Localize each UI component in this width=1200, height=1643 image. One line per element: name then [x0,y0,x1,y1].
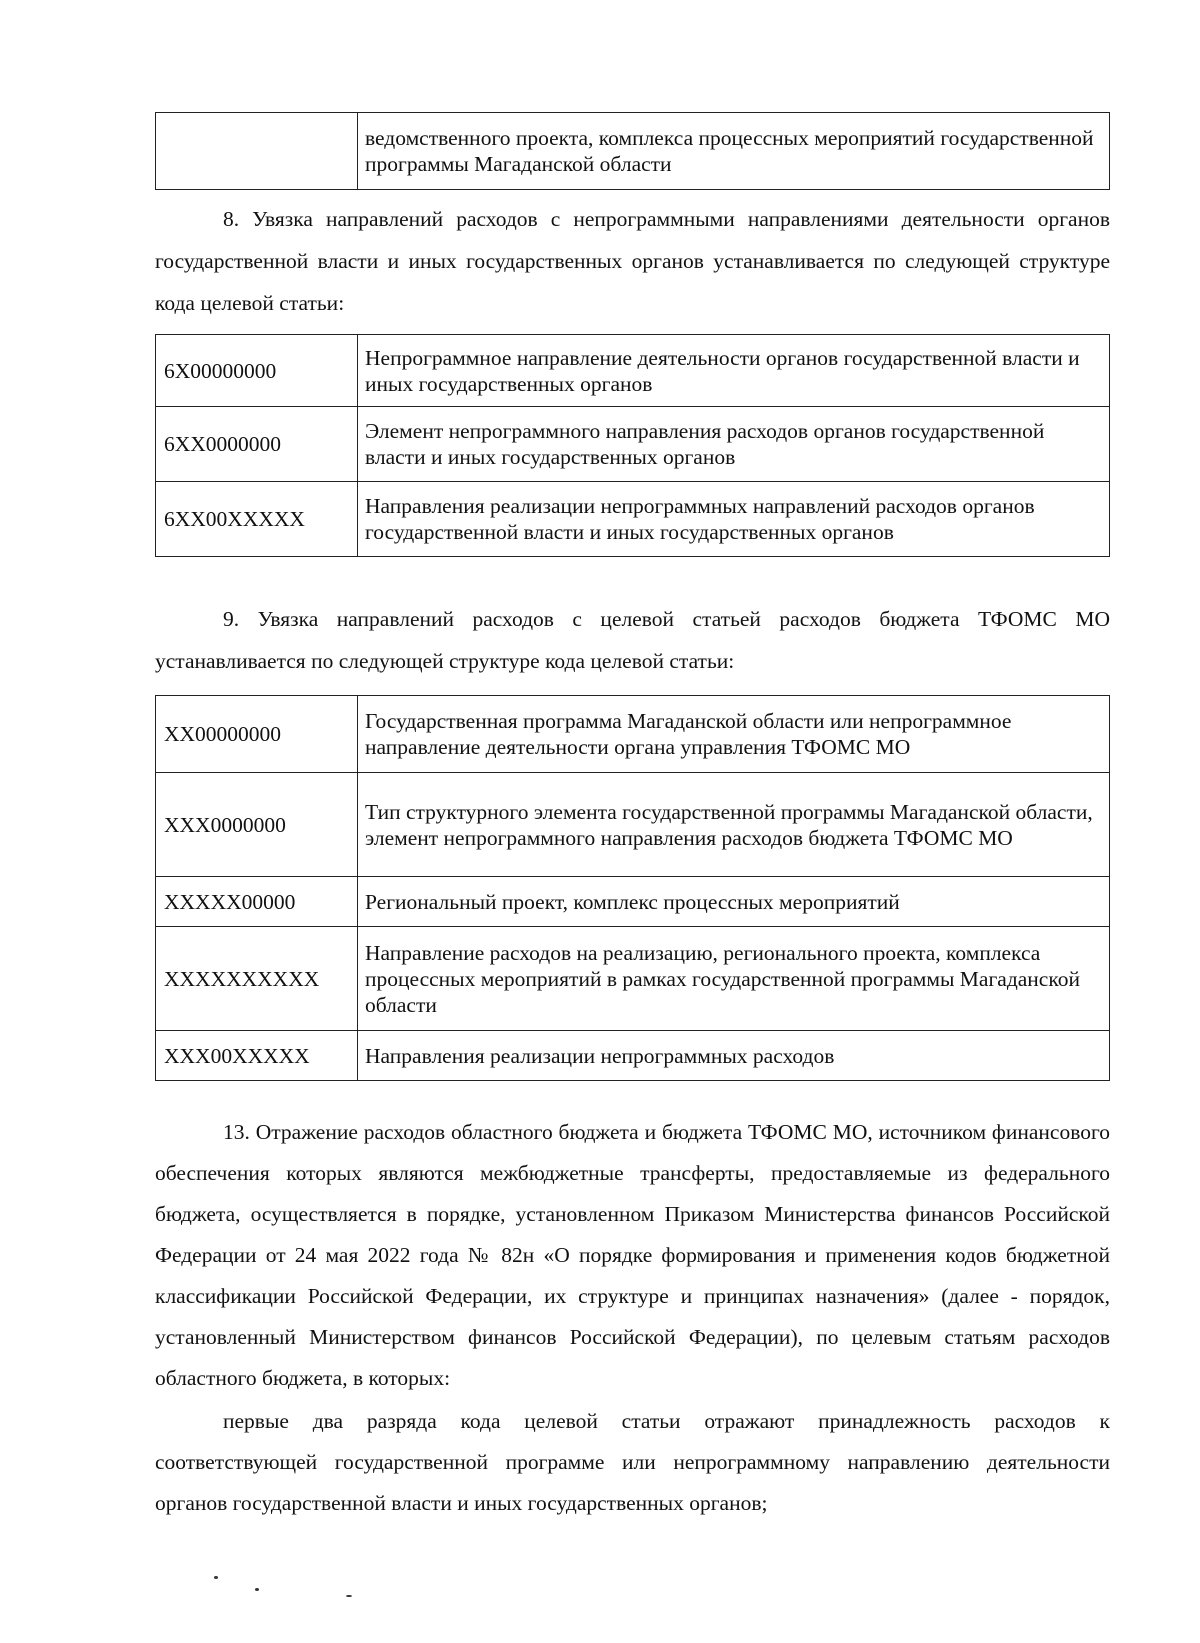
code-cell: 6Х00000000 [156,335,358,407]
table-row [156,773,1110,877]
code-cell: ХХ00000000 [156,696,358,773]
paragraph-9: 9. Увязка направлений расходов с целевой статьей расходов бюджета ТФОМС МО устанавливается по следующей структуре кода целевой статьи: [155,607,1110,673]
table-row [156,696,1110,773]
code-table-nonprogram [155,334,1110,557]
description-cell: Тип структурного элемента государственной программы Магаданской области, элемент непрограммного направления расходов бюджета ТФОМС МО [358,773,1110,877]
table-row [156,877,1110,927]
code-cell: ХХХ0000000 [156,773,358,877]
description-cell: Государственная программа Магаданской области или непрограммное направление деятельности органа управления ТФОМС МО [358,696,1110,773]
table-row [156,407,1110,482]
code-table-continued [155,112,1110,190]
description-cell: Элемент непрограммного направления расходов органов государственной власти и иных государственных органов [358,407,1110,482]
code-cell: 6ХХ00ХХХХХ [156,482,358,557]
table-row [156,335,1110,407]
table-row [156,482,1110,557]
description-cell: ведомственного проекта, комплекса процессных мероприятий государственной программы Магаданской области [358,113,1110,190]
description-cell: Направление расходов на реализацию, регионального проекта, комплекса процессных мероприятий в рамках государственной программы Магаданской области [358,927,1110,1031]
description-cell: Региональный проект, комплекс процессных мероприятий [358,877,1110,927]
code-table-tfoms [155,695,1110,1081]
code-cell: 6ХХ0000000 [156,407,358,482]
description-cell: Направления реализации непрограммных расходов [358,1031,1110,1081]
table-row [156,113,1110,190]
code-cell: ХХХХХХХХХХ [156,927,358,1031]
table-row [156,927,1110,1031]
description-cell: Направления реализации непрограммных направлений расходов органов государственной власти и иных государственных органов [358,482,1110,557]
scan-speck [255,1588,259,1591]
code-cell: ХХХХХ00000 [156,877,358,927]
scan-speck [214,1576,218,1579]
paragraph-13: 13. Отражение расходов областного бюджета и бюджета ТФОМС МО, источником финансового обеспечения которых являются межбюджетные трансферты, предоставляемые из федерального бюджета, осуществляется в порядке, установленном Приказом Министерства финансов Российской Федерации от 24 мая 2022 года № 82н «О порядке формирования и применения кодов бюджетной классификации Российской Федерации, их структуре и принципах назначения» (далее - порядок, установленный Министерством финансов Российской Федерации), по целевым статьям расходов областного бюджета, в которых: [155,1120,1110,1390]
table-row [156,1031,1110,1081]
code-cell: ХХХ00ХХХХХ [156,1031,358,1081]
paragraph-8: 8. Увязка направлений расходов с непрограммными направлениями деятельности органов государственной власти и иных государственных органов устанавливается по следующей структуре кода целевой статьи: [155,207,1110,315]
document-page [155,104,1110,1524]
description-cell: Непрограммное направление деятельности органов государственной власти и иных государственных органов [358,335,1110,407]
code-cell [156,113,358,190]
scan-speck [346,1595,352,1597]
paragraph-13-item: первые два разряда кода целевой статьи отражают принадлежность расходов к соответствующей государственной программе или непрограммному направлению деятельности органов государственной власти и иных государственных органов; [155,1409,1110,1515]
